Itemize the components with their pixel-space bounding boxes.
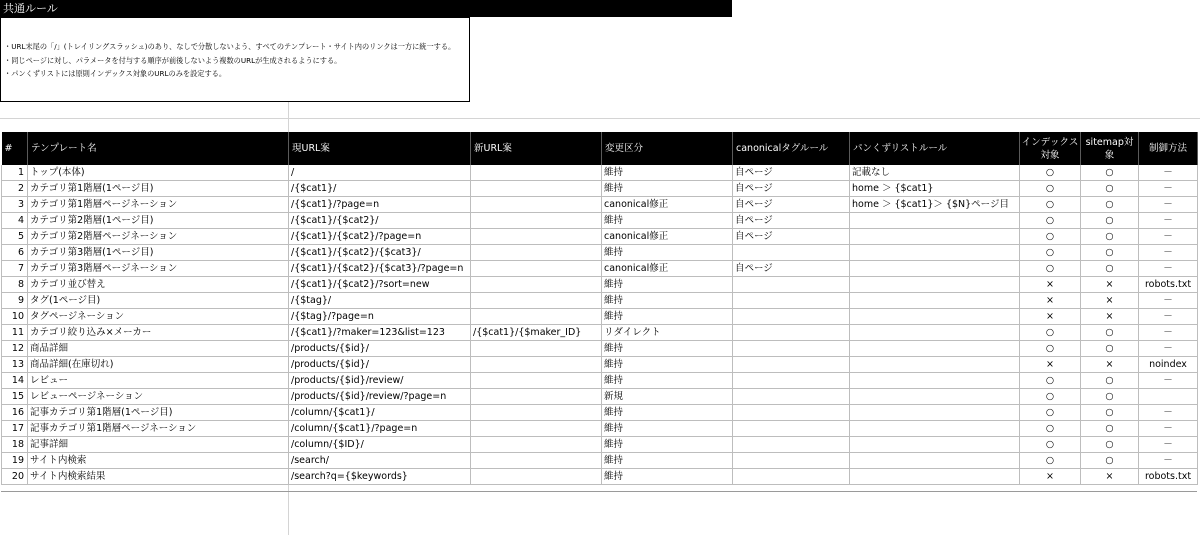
breadcrumb-rule-cell[interactable]: 記載なし bbox=[850, 165, 1020, 181]
index-target-cell[interactable]: ○ bbox=[1020, 389, 1081, 405]
row-number[interactable]: 11 bbox=[2, 325, 28, 341]
table-row bbox=[2, 389, 1198, 405]
table-row bbox=[2, 373, 1198, 389]
template-name-cell[interactable]: カテゴリ第2階層ページネーション bbox=[28, 229, 289, 245]
canonical-rule-cell[interactable] bbox=[733, 357, 850, 373]
table-row bbox=[2, 245, 1198, 261]
row-number[interactable]: 19 bbox=[2, 453, 28, 469]
row-number[interactable]: 20 bbox=[2, 469, 28, 485]
table-row bbox=[2, 293, 1198, 309]
sitemap-target-cell[interactable]: ○ bbox=[1081, 437, 1139, 453]
control-method-cell[interactable] bbox=[1139, 389, 1198, 405]
change-type-cell[interactable]: 維持 bbox=[602, 341, 733, 357]
breadcrumb-rule-cell[interactable] bbox=[850, 277, 1020, 293]
template-name-cell[interactable]: カテゴリ第1階層(1ページ目) bbox=[28, 181, 289, 197]
row-number[interactable]: 4 bbox=[2, 213, 28, 229]
row-number[interactable]: 10 bbox=[2, 309, 28, 325]
header-number[interactable]: # bbox=[2, 132, 28, 165]
table-row bbox=[2, 197, 1198, 213]
breadcrumb-rule-cell[interactable] bbox=[850, 453, 1020, 469]
template-name-cell[interactable]: サイト内検索 bbox=[28, 453, 289, 469]
control-method-cell[interactable]: － bbox=[1139, 373, 1198, 389]
breadcrumb-rule-cell[interactable]: home ＞ {$cat1} bbox=[850, 181, 1020, 197]
canonical-rule-cell[interactable] bbox=[733, 245, 850, 261]
canonical-rule-cell[interactable] bbox=[733, 453, 850, 469]
template-name-cell[interactable]: 記事カテゴリ第1階層ページネーション bbox=[28, 421, 289, 437]
index-target-cell[interactable]: ○ bbox=[1020, 261, 1081, 277]
sitemap-target-cell[interactable]: ○ bbox=[1081, 245, 1139, 261]
header-breadcrumb-rule[interactable]: パンくずリストルール bbox=[850, 132, 1020, 165]
table-row bbox=[2, 469, 1198, 485]
sitemap-target-cell[interactable]: ○ bbox=[1081, 229, 1139, 245]
row-number[interactable]: 3 bbox=[2, 197, 28, 213]
row-number[interactable]: 16 bbox=[2, 405, 28, 421]
sitemap-target-cell[interactable]: × bbox=[1081, 469, 1139, 485]
change-type-cell[interactable]: 維持 bbox=[602, 277, 733, 293]
common-rules-box bbox=[0, 17, 470, 102]
rule-line: ・URL末尾の「/」(トレイリングスラッシュ)のあり、なしで分散しないよう、すべてのテンプレート・サイト内のリンクは一方に統一する。 bbox=[4, 42, 456, 51]
change-type-cell[interactable]: canonical修正 bbox=[602, 229, 733, 245]
index-target-cell[interactable]: × bbox=[1020, 357, 1081, 373]
control-method-cell[interactable]: － bbox=[1139, 341, 1198, 357]
canonical-rule-cell[interactable] bbox=[733, 309, 850, 325]
template-name-cell[interactable]: トップ(本体) bbox=[28, 165, 289, 181]
breadcrumb-rule-cell[interactable] bbox=[850, 373, 1020, 389]
header-canonical-rule[interactable]: canonicalタグルール bbox=[733, 132, 850, 165]
rule-line: ・同じページに対し、パラメータを付与する順序が前後しないよう複数のURLが生成されるようにする。 bbox=[4, 55, 342, 65]
table-row bbox=[2, 213, 1198, 229]
template-name-cell[interactable]: カテゴリ並び替え bbox=[28, 277, 289, 293]
current-url-cell[interactable]: /column/{$ID}/ bbox=[289, 437, 471, 453]
canonical-rule-cell[interactable]: 自ページ bbox=[733, 197, 850, 213]
current-url-cell[interactable]: / bbox=[289, 165, 471, 181]
rule-line: ・パンくずリストには原則インデックス対象のURLのみを設定する。 bbox=[4, 69, 227, 78]
sitemap-target-cell[interactable]: ○ bbox=[1081, 389, 1139, 405]
sitemap-target-cell[interactable]: ○ bbox=[1081, 197, 1139, 213]
change-type-cell[interactable]: リダイレクト bbox=[602, 325, 733, 341]
control-method-cell[interactable]: robots.txt bbox=[1139, 469, 1198, 485]
control-method-cell[interactable]: － bbox=[1139, 405, 1198, 421]
new-url-cell[interactable] bbox=[471, 421, 602, 437]
row-number[interactable]: 7 bbox=[2, 261, 28, 277]
canonical-rule-cell[interactable] bbox=[733, 341, 850, 357]
breadcrumb-rule-cell[interactable] bbox=[850, 469, 1020, 485]
common-rules-header bbox=[0, 0, 732, 17]
control-method-cell[interactable]: － bbox=[1139, 325, 1198, 341]
change-type-cell[interactable]: 維持 bbox=[602, 245, 733, 261]
row-number[interactable]: 6 bbox=[2, 245, 28, 261]
control-method-cell[interactable]: － bbox=[1139, 181, 1198, 197]
row-gridline bbox=[0, 118, 1200, 119]
row-number[interactable]: 18 bbox=[2, 437, 28, 453]
template-name-cell[interactable]: 記事カテゴリ第1階層(1ページ目) bbox=[28, 405, 289, 421]
template-name-cell[interactable]: 商品詳細 bbox=[28, 341, 289, 357]
row-number[interactable]: 1 bbox=[2, 165, 28, 181]
canonical-rule-cell[interactable] bbox=[733, 389, 850, 405]
change-type-cell[interactable]: 維持 bbox=[602, 437, 733, 453]
header-control-method[interactable]: 制御方法 bbox=[1139, 132, 1198, 165]
sitemap-target-cell[interactable]: × bbox=[1081, 293, 1139, 309]
breadcrumb-rule-cell[interactable] bbox=[850, 261, 1020, 277]
index-target-cell[interactable]: ○ bbox=[1020, 165, 1081, 181]
breadcrumb-rule-cell[interactable] bbox=[850, 357, 1020, 373]
current-url-cell[interactable]: /products/{$id}/review/?page=n bbox=[289, 389, 471, 405]
current-url-cell[interactable]: /search/ bbox=[289, 453, 471, 469]
row-number[interactable]: 5 bbox=[2, 229, 28, 245]
control-method-cell[interactable]: － bbox=[1139, 309, 1198, 325]
breadcrumb-rule-cell[interactable] bbox=[850, 293, 1020, 309]
change-type-cell[interactable]: 維持 bbox=[602, 469, 733, 485]
common-rules-list bbox=[4, 40, 455, 81]
change-type-cell[interactable]: 維持 bbox=[602, 357, 733, 373]
row-number[interactable]: 2 bbox=[2, 181, 28, 197]
index-target-cell[interactable]: × bbox=[1020, 309, 1081, 325]
current-url-cell[interactable]: /{$cat1}/{$cat2}/?sort=new bbox=[289, 277, 471, 293]
control-method-cell[interactable]: － bbox=[1139, 421, 1198, 437]
canonical-rule-cell[interactable] bbox=[733, 437, 850, 453]
template-name-cell[interactable]: タグページネーション bbox=[28, 309, 289, 325]
template-name-cell[interactable]: 商品詳細(在庫切れ) bbox=[28, 357, 289, 373]
current-url-cell[interactable]: /{$cat1}/{$cat2}/{$cat3}/ bbox=[289, 245, 471, 261]
current-url-cell[interactable]: /{$cat1}/?page=n bbox=[289, 197, 471, 213]
table-row bbox=[2, 165, 1198, 181]
breadcrumb-rule-cell[interactable] bbox=[850, 245, 1020, 261]
row-number[interactable]: 13 bbox=[2, 357, 28, 373]
table-row bbox=[2, 309, 1198, 325]
index-target-cell[interactable]: ○ bbox=[1020, 197, 1081, 213]
sitemap-target-cell[interactable]: ○ bbox=[1081, 213, 1139, 229]
index-target-cell[interactable]: ○ bbox=[1020, 373, 1081, 389]
table-row bbox=[2, 341, 1198, 357]
breadcrumb-rule-cell[interactable] bbox=[850, 325, 1020, 341]
sitemap-target-cell[interactable]: ○ bbox=[1081, 421, 1139, 437]
table-row bbox=[2, 357, 1198, 373]
new-url-cell[interactable] bbox=[471, 229, 602, 245]
control-method-cell[interactable]: － bbox=[1139, 213, 1198, 229]
canonical-rule-cell[interactable]: 自ページ bbox=[733, 181, 850, 197]
current-url-cell[interactable]: /column/{$cat1}/?page=n bbox=[289, 421, 471, 437]
new-url-cell[interactable] bbox=[471, 165, 602, 181]
table-row bbox=[2, 325, 1198, 341]
control-method-cell[interactable]: － bbox=[1139, 229, 1198, 245]
row-number[interactable]: 15 bbox=[2, 389, 28, 405]
table-row bbox=[2, 421, 1198, 437]
table-header-row bbox=[2, 132, 1198, 165]
new-url-cell[interactable] bbox=[471, 181, 602, 197]
table-row bbox=[2, 405, 1198, 421]
new-url-cell[interactable] bbox=[471, 453, 602, 469]
table-row bbox=[2, 261, 1198, 277]
sitemap-target-cell[interactable]: × bbox=[1081, 277, 1139, 293]
current-url-cell[interactable]: /search?q={$keywords} bbox=[289, 469, 471, 485]
row-number[interactable]: 9 bbox=[2, 293, 28, 309]
new-url-cell[interactable]: /{$cat1}/{$maker_ID} bbox=[471, 325, 602, 341]
sitemap-target-cell[interactable]: ○ bbox=[1081, 165, 1139, 181]
current-url-cell[interactable]: /products/{$id}/ bbox=[289, 341, 471, 357]
template-name-cell[interactable]: レビュー bbox=[28, 373, 289, 389]
template-name-cell[interactable]: カテゴリ絞り込み×メーカー bbox=[28, 325, 289, 341]
table-row bbox=[2, 277, 1198, 293]
header-new-url[interactable]: 新URL案 bbox=[471, 132, 602, 165]
current-url-cell[interactable]: /{$cat1}/{$cat2}/{$cat3}/?page=n bbox=[289, 261, 471, 277]
header-current-url[interactable]: 現URL案 bbox=[289, 132, 471, 165]
change-type-cell[interactable]: 維持 bbox=[602, 405, 733, 421]
breadcrumb-rule-cell[interactable] bbox=[850, 341, 1020, 357]
breadcrumb-rule-cell[interactable]: home ＞ {$cat1}＞ {$N}ページ目 bbox=[850, 197, 1020, 213]
template-name-cell[interactable]: カテゴリ第2階層(1ページ目) bbox=[28, 213, 289, 229]
index-target-cell[interactable]: ○ bbox=[1020, 341, 1081, 357]
new-url-cell[interactable] bbox=[471, 277, 602, 293]
header-change-type[interactable]: 変更区分 bbox=[602, 132, 733, 165]
index-target-cell[interactable]: × bbox=[1020, 469, 1081, 485]
breadcrumb-rule-cell[interactable] bbox=[850, 389, 1020, 405]
control-method-cell[interactable]: noindex bbox=[1139, 357, 1198, 373]
change-type-cell[interactable]: 維持 bbox=[602, 293, 733, 309]
new-url-cell[interactable] bbox=[471, 261, 602, 277]
index-target-cell[interactable]: × bbox=[1020, 277, 1081, 293]
new-url-cell[interactable] bbox=[471, 309, 602, 325]
index-target-cell[interactable]: ○ bbox=[1020, 437, 1081, 453]
index-target-cell[interactable]: ○ bbox=[1020, 325, 1081, 341]
table-bottom-border bbox=[1, 491, 1197, 492]
row-number[interactable]: 12 bbox=[2, 341, 28, 357]
control-method-cell[interactable]: － bbox=[1139, 197, 1198, 213]
new-url-cell[interactable] bbox=[471, 389, 602, 405]
new-url-cell[interactable] bbox=[471, 213, 602, 229]
new-url-cell[interactable] bbox=[471, 373, 602, 389]
index-target-cell[interactable]: ○ bbox=[1020, 421, 1081, 437]
breadcrumb-rule-cell[interactable] bbox=[850, 309, 1020, 325]
current-url-cell[interactable]: /products/{$id}/ bbox=[289, 357, 471, 373]
new-url-cell[interactable] bbox=[471, 405, 602, 421]
index-target-cell[interactable]: ○ bbox=[1020, 453, 1081, 469]
canonical-rule-cell[interactable] bbox=[733, 421, 850, 437]
control-method-cell[interactable]: － bbox=[1139, 261, 1198, 277]
header-template-name[interactable]: テンプレート名 bbox=[28, 132, 289, 165]
sitemap-target-cell[interactable]: ○ bbox=[1081, 373, 1139, 389]
canonical-rule-cell[interactable] bbox=[733, 277, 850, 293]
control-method-cell[interactable]: － bbox=[1139, 437, 1198, 453]
control-method-cell[interactable]: robots.txt bbox=[1139, 277, 1198, 293]
row-number[interactable]: 17 bbox=[2, 421, 28, 437]
table-row bbox=[2, 453, 1198, 469]
sitemap-target-cell[interactable]: × bbox=[1081, 309, 1139, 325]
current-url-cell[interactable]: /{$tag}/?page=n bbox=[289, 309, 471, 325]
change-type-cell[interactable]: 維持 bbox=[602, 181, 733, 197]
breadcrumb-rule-cell[interactable] bbox=[850, 405, 1020, 421]
new-url-cell[interactable] bbox=[471, 469, 602, 485]
sitemap-target-cell[interactable]: ○ bbox=[1081, 181, 1139, 197]
change-type-cell[interactable]: 維持 bbox=[602, 309, 733, 325]
template-name-cell[interactable]: カテゴリ第1階層ページネーション bbox=[28, 197, 289, 213]
row-number[interactable]: 8 bbox=[2, 277, 28, 293]
new-url-cell[interactable] bbox=[471, 197, 602, 213]
current-url-cell[interactable]: /{$cat1}/{$cat2}/?page=n bbox=[289, 229, 471, 245]
breadcrumb-rule-cell[interactable] bbox=[850, 421, 1020, 437]
sitemap-target-cell[interactable]: ○ bbox=[1081, 453, 1139, 469]
canonical-rule-cell[interactable]: 自ページ bbox=[733, 213, 850, 229]
change-type-cell[interactable]: canonical修正 bbox=[602, 261, 733, 277]
current-url-cell[interactable]: /{$cat1}/?maker=123&list=123 bbox=[289, 325, 471, 341]
index-target-cell[interactable]: ○ bbox=[1020, 245, 1081, 261]
sitemap-target-cell[interactable]: ○ bbox=[1081, 325, 1139, 341]
control-method-cell[interactable]: － bbox=[1139, 453, 1198, 469]
index-target-cell[interactable]: × bbox=[1020, 293, 1081, 309]
canonical-rule-cell[interactable] bbox=[733, 293, 850, 309]
template-name-cell[interactable]: タグ(1ページ目) bbox=[28, 293, 289, 309]
canonical-rule-cell[interactable] bbox=[733, 373, 850, 389]
index-target-cell[interactable]: ○ bbox=[1020, 213, 1081, 229]
current-url-cell[interactable]: /column/{$cat1}/ bbox=[289, 405, 471, 421]
canonical-rule-cell[interactable] bbox=[733, 405, 850, 421]
sitemap-target-cell[interactable]: ○ bbox=[1081, 261, 1139, 277]
change-type-cell[interactable]: 維持 bbox=[602, 213, 733, 229]
template-name-cell[interactable]: カテゴリ第3階層ページネーション bbox=[28, 261, 289, 277]
table-row bbox=[2, 437, 1198, 453]
template-name-cell[interactable]: カテゴリ第3階層(1ページ目) bbox=[28, 245, 289, 261]
change-type-cell[interactable]: 維持 bbox=[602, 421, 733, 437]
table-row bbox=[2, 181, 1198, 197]
change-type-cell[interactable]: 維持 bbox=[602, 373, 733, 389]
canonical-rule-cell[interactable] bbox=[733, 469, 850, 485]
change-type-cell[interactable]: 新規 bbox=[602, 389, 733, 405]
canonical-rule-cell[interactable] bbox=[733, 325, 850, 341]
new-url-cell[interactable] bbox=[471, 357, 602, 373]
control-method-cell[interactable]: － bbox=[1139, 165, 1198, 181]
row-number[interactable]: 14 bbox=[2, 373, 28, 389]
table-row bbox=[2, 229, 1198, 245]
sitemap-target-cell[interactable]: ○ bbox=[1081, 405, 1139, 421]
change-type-cell[interactable]: canonical修正 bbox=[602, 197, 733, 213]
current-url-cell[interactable]: /{$cat1}/ bbox=[289, 181, 471, 197]
index-target-cell[interactable]: ○ bbox=[1020, 181, 1081, 197]
new-url-cell[interactable] bbox=[471, 293, 602, 309]
new-url-cell[interactable] bbox=[471, 437, 602, 453]
index-target-cell[interactable]: ○ bbox=[1020, 405, 1081, 421]
canonical-rule-cell[interactable]: 自ページ bbox=[733, 165, 850, 181]
current-url-cell[interactable]: /products/{$id}/review/ bbox=[289, 373, 471, 389]
control-method-cell[interactable]: － bbox=[1139, 245, 1198, 261]
template-url-table bbox=[1, 132, 1198, 485]
current-url-cell[interactable]: /{$cat1}/{$cat2}/ bbox=[289, 213, 471, 229]
change-type-cell[interactable]: 維持 bbox=[602, 165, 733, 181]
new-url-cell[interactable] bbox=[471, 341, 602, 357]
canonical-rule-cell[interactable]: 自ページ bbox=[733, 229, 850, 245]
control-method-cell[interactable]: － bbox=[1139, 293, 1198, 309]
breadcrumb-rule-cell[interactable] bbox=[850, 437, 1020, 453]
template-name-cell[interactable]: 記事詳細 bbox=[28, 437, 289, 453]
sitemap-target-cell[interactable]: × bbox=[1081, 357, 1139, 373]
new-url-cell[interactable] bbox=[471, 245, 602, 261]
common-rules-title: 共通ルール bbox=[3, 2, 58, 15]
template-name-cell[interactable]: レビューページネーション bbox=[28, 389, 289, 405]
index-target-cell[interactable]: ○ bbox=[1020, 229, 1081, 245]
sitemap-target-cell[interactable]: ○ bbox=[1081, 341, 1139, 357]
current-url-cell[interactable]: /{$tag}/ bbox=[289, 293, 471, 309]
header-index-target[interactable]: インデックス対象 bbox=[1020, 132, 1081, 165]
header-sitemap-target[interactable]: sitemap対象 bbox=[1081, 132, 1139, 165]
change-type-cell[interactable]: 維持 bbox=[602, 453, 733, 469]
template-name-cell[interactable]: サイト内検索結果 bbox=[28, 469, 289, 485]
breadcrumb-rule-cell[interactable] bbox=[850, 213, 1020, 229]
canonical-rule-cell[interactable]: 自ページ bbox=[733, 261, 850, 277]
breadcrumb-rule-cell[interactable] bbox=[850, 229, 1020, 245]
